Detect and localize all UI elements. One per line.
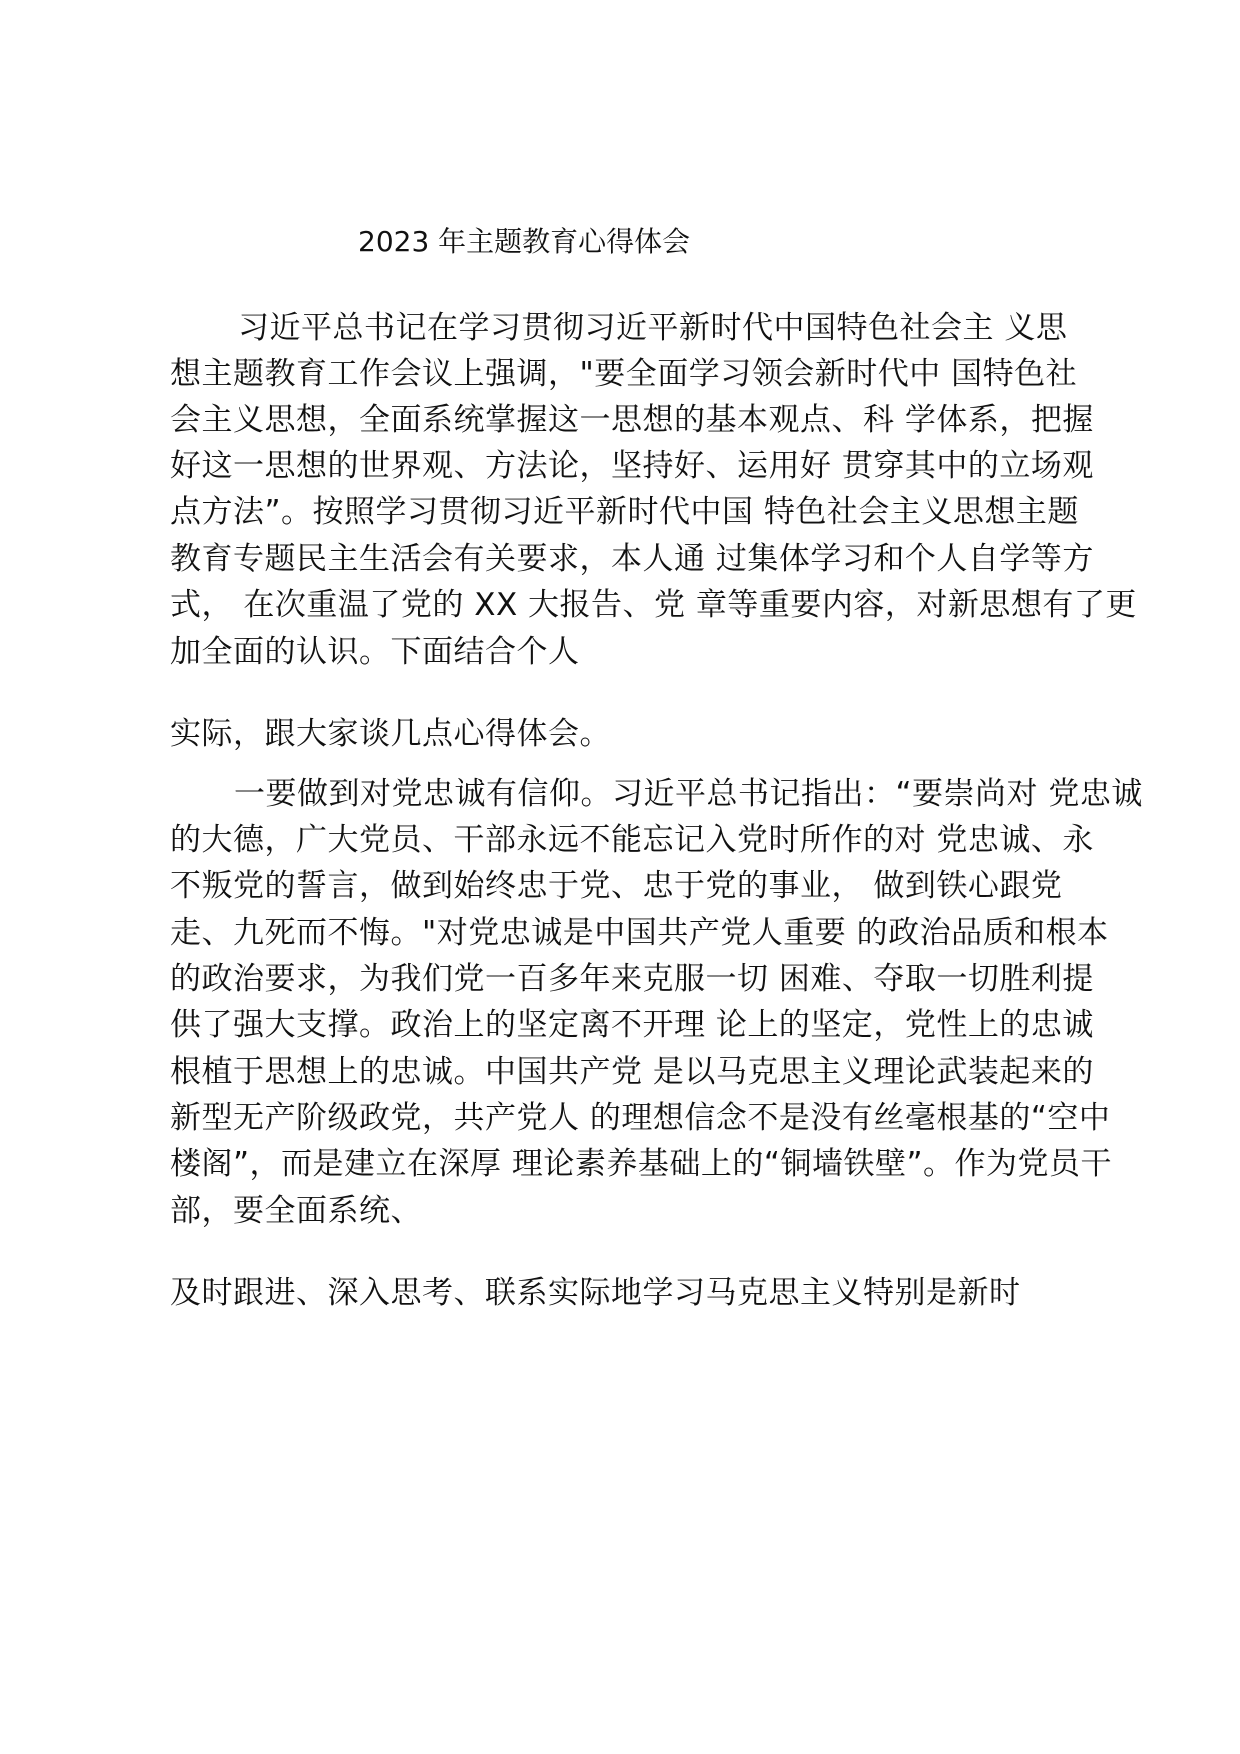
paragraph-1-line-1: 习近平总书记在学习贯彻习近平新时代中国特色社会主 义思 [238, 310, 1068, 346]
paragraph-3-line-6: 供了强大支撑。政治上的坚定离不开理 论上的坚定，党性上的忠诚 [170, 1007, 1094, 1043]
paragraph-1-line-5: 点方法”。按照学习贯彻习近平新时代中国 特色社会主义思想主题 [170, 494, 1079, 530]
paragraph-3-line-1: 一要做到对党忠诚有信仰。习近平总书记指出：“要崇尚对 党忠诚 [234, 776, 1143, 812]
paragraph-4-line-1: 及时跟进、深入思考、联系实际地学习马克思主义特别是新时 [170, 1275, 1021, 1311]
paragraph-1-line-8: 加全面的认识。下面结合个人 [170, 634, 580, 670]
paragraph-2-line-1: 实际，跟大家谈几点心得体会。 [170, 716, 611, 752]
paragraph-3-line-10: 部，要全面系统、 [170, 1193, 422, 1229]
paragraph-3-line-3: 不叛党的誓言，做到始终忠于党、忠于党的事业， 做到铁心跟党 [170, 868, 1063, 904]
paragraph-3-line-2: 的大德，广大党员、干部永远不能忘记入党时所作的对 党忠诚、永 [170, 822, 1094, 858]
document-title: 2023 年主题教育心得体会 [358, 225, 691, 258]
paragraph-3-line-9: 楼阁”，而是建立在深厚 理论素养基础上的“铜墙铁壁”。作为党员干 [170, 1146, 1113, 1182]
paragraph-1-line-3: 会主义思想，全面系统掌握这一思想的基本观点、科 学体系，把握 [170, 402, 1094, 438]
paragraph-1-line-7: 式， 在次重温了党的 XX 大报告、党 章等重要内容，对新思想有了更 [170, 587, 1137, 623]
paragraph-3-line-5: 的政治要求，为我们党一百多年来克服一切 困难、夺取一切胜利提 [170, 961, 1094, 997]
paragraph-1-line-6: 教育专题民主生活会有关要求，本人通 过集体学习和个人自学等方 [170, 541, 1094, 577]
paragraph-1-line-2: 想主题教育工作会议上强调，"要全面学习领会新时代中 国特色社 [170, 356, 1078, 392]
paragraph-3-line-4: 走、九死而不悔。"对党忠诚是中国共产党人重要 的政治品质和根本 [170, 915, 1109, 951]
paragraph-3-line-7: 根植于思想上的忠诚。中国共产党 是以马克思主义理论武装起来的 [170, 1054, 1094, 1090]
paragraph-3-line-8: 新型无产阶级政党，共产党人 的理想信念不是没有丝毫根基的“空中 [170, 1100, 1111, 1136]
paragraph-1-line-4: 好这一思想的世界观、方法论，坚持好、运用好 贯穿其中的立场观 [170, 448, 1094, 484]
